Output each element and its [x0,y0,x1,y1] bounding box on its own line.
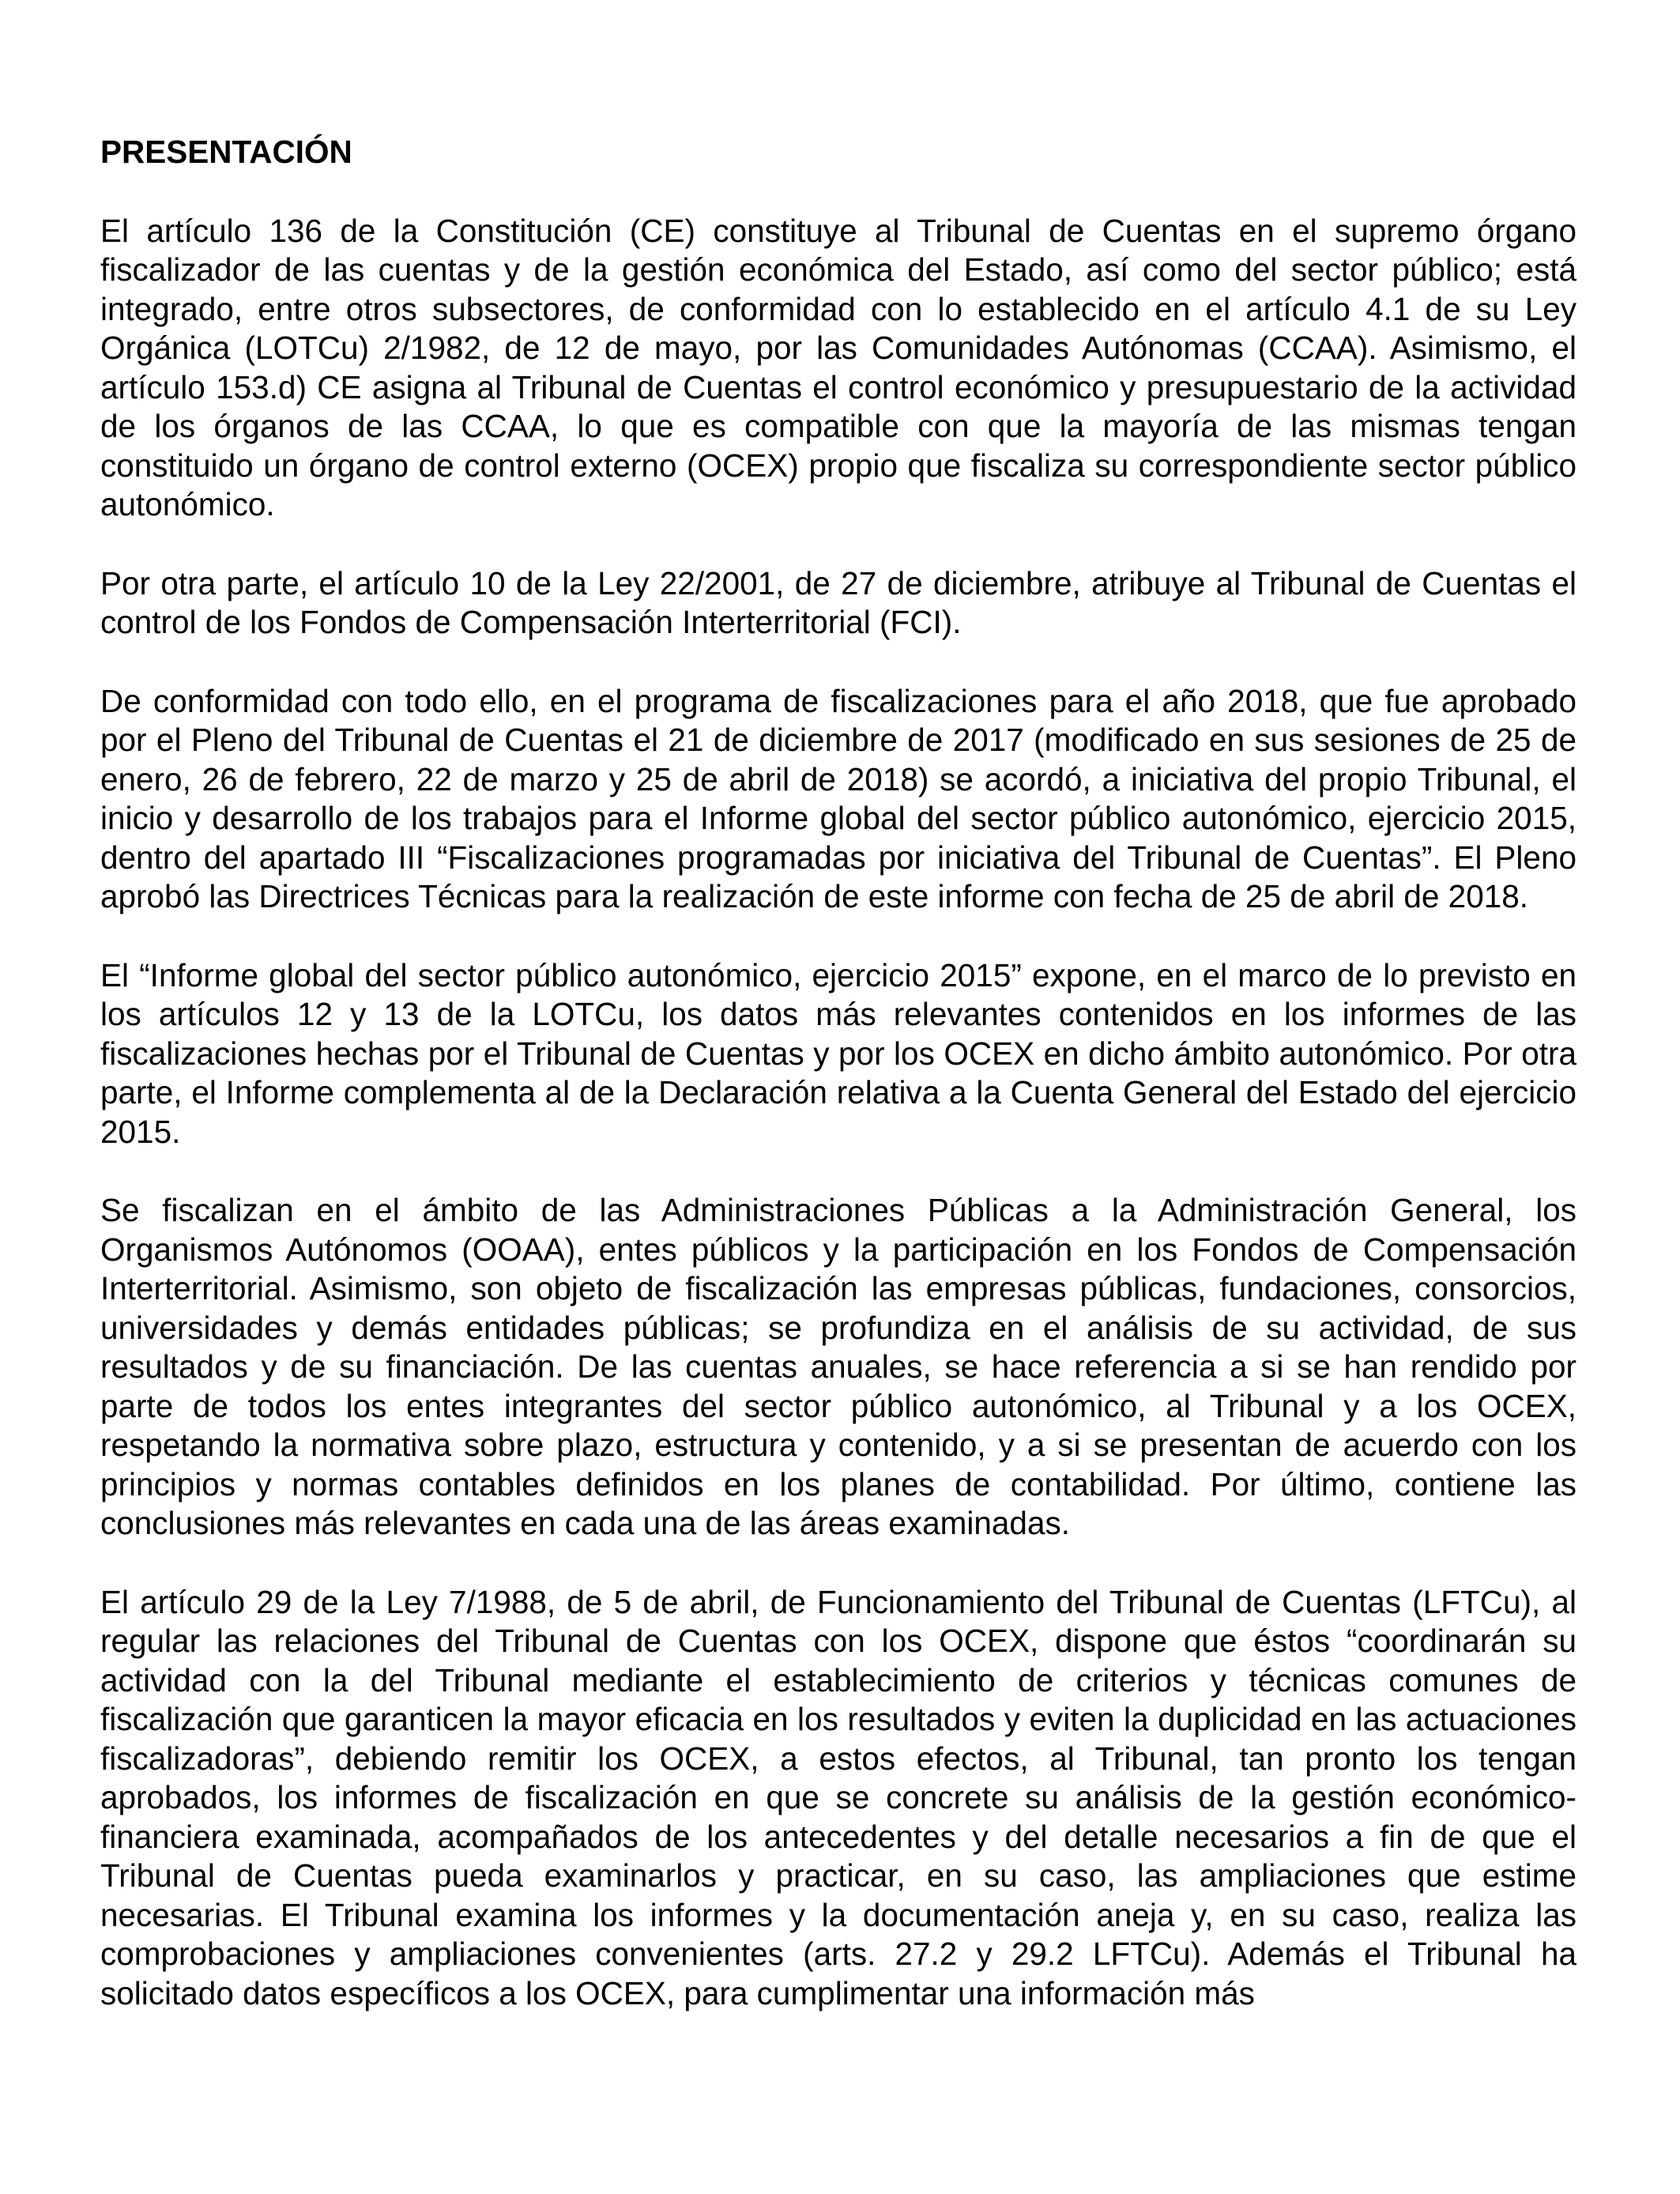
section-heading: PRESENTACIÓN [100,134,352,170]
paragraph-ambito-fiscalizacion: Se fiscalizan en el ámbito de las Administraciones Públicas a la Administración General, los Organismos Autónomos (OOAA), entes públicos y la participación en los Fondos de Compensación Interterritorial. Asimismo, son objeto de fiscalización las empresas públicas, fundaciones, consorcios, universidades y demás entidades públicas; se profundiza en el análisis de su actividad, de sus resultados y de su financiación. De las cuentas anuales, se hace referencia a si se han rendido por parte de todos los entes integrantes del sector público autonómico, al Tribunal y a los OCEX, respetando la normativa sobre plazo, estructura y contenido, y a si se presentan de acuerdo con los principios y normas contables definidos en los planes de contabilidad. Por último, contiene las conclusiones más relevantes en cada una de las áreas examinadas. [100,1192,1576,1541]
paragraph-fci: Por otra parte, el artículo 10 de la Ley 22/2001, de 27 de diciembre, atribuye al Tribunal de Cuentas el control de los Fondos de Compensación Interterritorial (FCI). [100,564,1576,640]
paragraph-programa-2018: De conformidad con todo ello, en el programa de fiscalizaciones para el año 2018, que fue aprobado por el Pleno del Tribunal de Cuentas el 21 de diciembre de 2017 (modificado en sus sesiones de 25 de enero, 26 de febrero, 22 de marzo y 25 de abril de 2018) se acordó, a iniciativa del propio Tribunal, el inicio y desarrollo de los trabajos para el Informe global del sector público autonómico, ejercicio 2015, dentro del apartado III “Fiscalizaciones programadas por iniciativa del Tribunal de Cuentas”. El Pleno aprobó las Directrices Técnicas para la realización de este informe con fecha de 25 de abril de 2018. [100,682,1576,914]
document-page [100,133,1576,2013]
paragraph-articulo-29: El artículo 29 de la Ley 7/1988, de 5 de abril, de Funcionamiento del Tribunal de Cuentas (LFTCu), al regular las relaciones del Tribunal de Cuentas con los OCEX, dispone que éstos “coordinarán su actividad con la del Tribunal mediante el establecimiento de criterios y técnicas comunes de fiscalización que garanticen la mayor eficacia en los resultados y eviten la duplicidad en las actuaciones fiscalizadoras”, debiendo remitir los OCEX, a estos efectos, al Tribunal, tan pronto los tengan aprobados, los informes de fiscalización en que se concrete su análisis de la gestión económico-financiera examinada, acompañados de los antecedentes y del detalle necesarios a fin de que el Tribunal de Cuentas pueda examinarlos y practicar, en su caso, las ampliaciones que estime necesarias. El Tribunal examina los informes y la documentación aneja y, en su caso, realiza las comprobaciones y ampliaciones convenientes (arts. 27.2 y 29.2 LFTCu). Además el Tribunal ha solicitado datos específicos a los OCEX, para cumplimentar una información más [100,1583,1576,2011]
paragraph-informe-global: El “Informe global del sector público autonómico, ejercicio 2015” expone, en el marco de lo previsto en los artículos 12 y 13 de la LOTCu, los datos más relevantes contenidos en los informes de las fiscalizaciones hechas por el Tribunal de Cuentas y por los OCEX en dicho ámbito autonómico. Por otra parte, el Informe complementa al de la Declaración relativa a la Cuenta General del Estado del ejercicio 2015. [100,956,1576,1150]
paragraph-constitution: El artículo 136 de la Constitución (CE) constituye al Tribunal de Cuentas en el supremo órgano fiscalizador de las cuentas y de la gestión económica del Estado, así como del sector público; está integrado, entre otros subsectores, de conformidad con lo establecido en el artículo 4.1 de su Ley Orgánica (LOTCu) 2/1982, de 12 de mayo, por las Comunidades Autónomas (CCAA). Asimismo, el artículo 153.d) CE asigna al Tribunal de Cuentas el control económico y presupuestario de la actividad de los órganos de las CCAA, lo que es compatible con que la mayoría de las mismas tengan constituido un órgano de control externo (OCEX) propio que fiscaliza su correspondiente sector público autonómico. [100,212,1576,522]
